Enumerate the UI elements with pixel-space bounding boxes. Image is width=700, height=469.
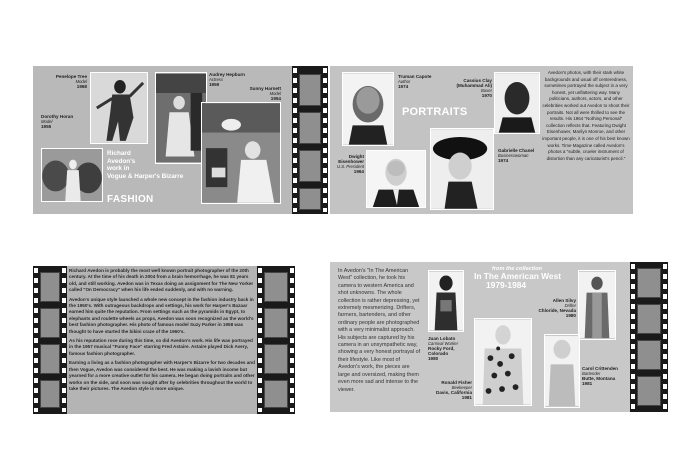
photo-dwight-eisenhower bbox=[366, 150, 426, 208]
bio-paragraph-3: As his reputation rose during this time, so did Avedon's work. His life was portrayed in the 1957 musical "Funny Face" starring Fred Astaire. Astaire played Dick Avery, famous fashion photographer. bbox=[69, 338, 253, 356]
photo-allen-silvy bbox=[578, 270, 616, 340]
film-strip-top-center bbox=[292, 66, 328, 214]
caption-juan-lobato: Juan Lobato Carnival Worker Rocky Ford, Colorado 1980 bbox=[428, 336, 459, 361]
portraits-body-text: Avedon's photos, with their stark white backgrounds and usual off centeredness, sometimes portrayed the subject in a very honest, yet unflattering way. Many politicians, authors, actors, and other celebrities worked out Avedon to shoot their portraits. Not all were thrilled to see the results. His 1964 "Nothing Personal" collection reflects that. Featuring Dwight Eisenhower, Marilyn Monroe, and other important people, it is one of his best known works. Time Magazine called Avedon's photos a "subtle, crueler instrument of distortion than any caricaturist's pencil." bbox=[542, 70, 630, 161]
caption-penelope-tree: Penelope Tree Model 1968 bbox=[55, 74, 87, 89]
caption-carol-crittenden: Carol Crittenden Bartender Butte, Montana 1981 bbox=[582, 366, 618, 386]
caption-sunny-harnett: Sunny Harnett Model 1954 bbox=[249, 86, 281, 101]
photo-penelope-tree bbox=[90, 72, 148, 144]
photo-truman-capote bbox=[342, 72, 394, 146]
american-west-title: In The American West 1979-1984 bbox=[474, 271, 562, 291]
bio-paragraph-1: Richard Avedon is probably the most well known portrait photographer of the 20th century. At the time of his death in 2004 from a brain hemorrhage, he was 81 years old, and still working. Avedon was in Texas doing an assignment for The New Yorker called "On Democracy" when his life ended suddenly, and with no warning. bbox=[69, 268, 254, 293]
photo-dorothy-horan bbox=[41, 148, 103, 202]
bio-text bbox=[69, 268, 255, 392]
caption-truman-capote: Truman Capote Author 1974 bbox=[398, 74, 432, 89]
american-west-kicker: from the collection bbox=[492, 266, 543, 272]
caption-ronald-fisher: Ronald Fisher Beekeeper Davis, California 1981 bbox=[436, 380, 472, 400]
photo-carol-crittenden bbox=[544, 334, 580, 408]
caption-dorothy-horan: Dorothy Horan Model 1955 bbox=[41, 114, 74, 129]
photo-gabrielle-chanel bbox=[430, 128, 494, 210]
caption-gabrielle-chanel: Gabrielle Chanel Businesswoman 1974 bbox=[498, 148, 535, 163]
american-west-panel bbox=[330, 262, 630, 412]
caption-audrey-hepburn: Audrey Hepburn Actress 1959 bbox=[209, 72, 245, 87]
photo-sunny-harnett bbox=[201, 102, 281, 204]
portraits-section-title: PORTRAITS bbox=[402, 106, 468, 118]
bio-paragraph-4: Earning a living as a fashion photographer with Harper's Bizarre for two decades and then Vogue, Avedon was considered the best. He was making a lavish income but yearned for a more creative outlet for his camera. He began doing portraits and other works on the side, and soon was sought after by celebrities throughout the world to take their pictures. The Avedon style is more unique. bbox=[69, 360, 255, 391]
caption-allen-silvy: Allen Silvy Drifter Chloride, Nevada 1980 bbox=[538, 298, 576, 318]
film-strip-bottom-left-b bbox=[257, 266, 295, 414]
photo-juan-lobato bbox=[428, 270, 464, 332]
portraits-panel bbox=[330, 66, 633, 214]
film-strip-bottom-right bbox=[630, 262, 668, 412]
photo-cassius-clay bbox=[494, 72, 540, 134]
fashion-headline: Richard Avedon's work in Vogue & Harper's Bizarre bbox=[107, 150, 184, 180]
fashion-section-title: FASHION bbox=[107, 194, 154, 205]
american-west-body: In Avedon's "In The American West" collection, he took his camera to western America and shot unknowns. The whole collection is rather depressing, yet extremely mesmerizing. Drifters, farmers, bartenders, and other ordinary people are photographed with a very minimalist approach. His subjects are captured by his camera in an unsympathetic way, showing a very honest portrayal of their lifestyle. Like most of Avedon's work, the pieces are large and oversized, making them even more sad and intense to the viewer. bbox=[338, 268, 421, 393]
photo-ronald-fisher bbox=[474, 318, 532, 406]
film-strip-bottom-left-a bbox=[33, 266, 67, 414]
bio-paragraph-2: Avedon's unique style launched a whole new concept in the fashion industry back in the 1950's. With outrageous backdrops and settings, his work for Harper's Bazaar earned him quite the reputation. From settings such as the pyramids in Egypt, to elephants and roulette wheels as props, Avedon was soon recognized as the world's best fashion photographer. His photo of famous model Suzy Parker in 1958 was thought to have started the bikini craze of the 1960's. bbox=[69, 296, 254, 334]
caption-cassius-clay: Cassius Clay (Muhammad Ali) Boxer 1970 bbox=[456, 78, 492, 98]
caption-dwight-eisenhower: Dwight Eisenhower U.S. President 1964 bbox=[337, 154, 364, 174]
bio-panel bbox=[67, 266, 257, 414]
fashion-panel bbox=[33, 66, 323, 214]
